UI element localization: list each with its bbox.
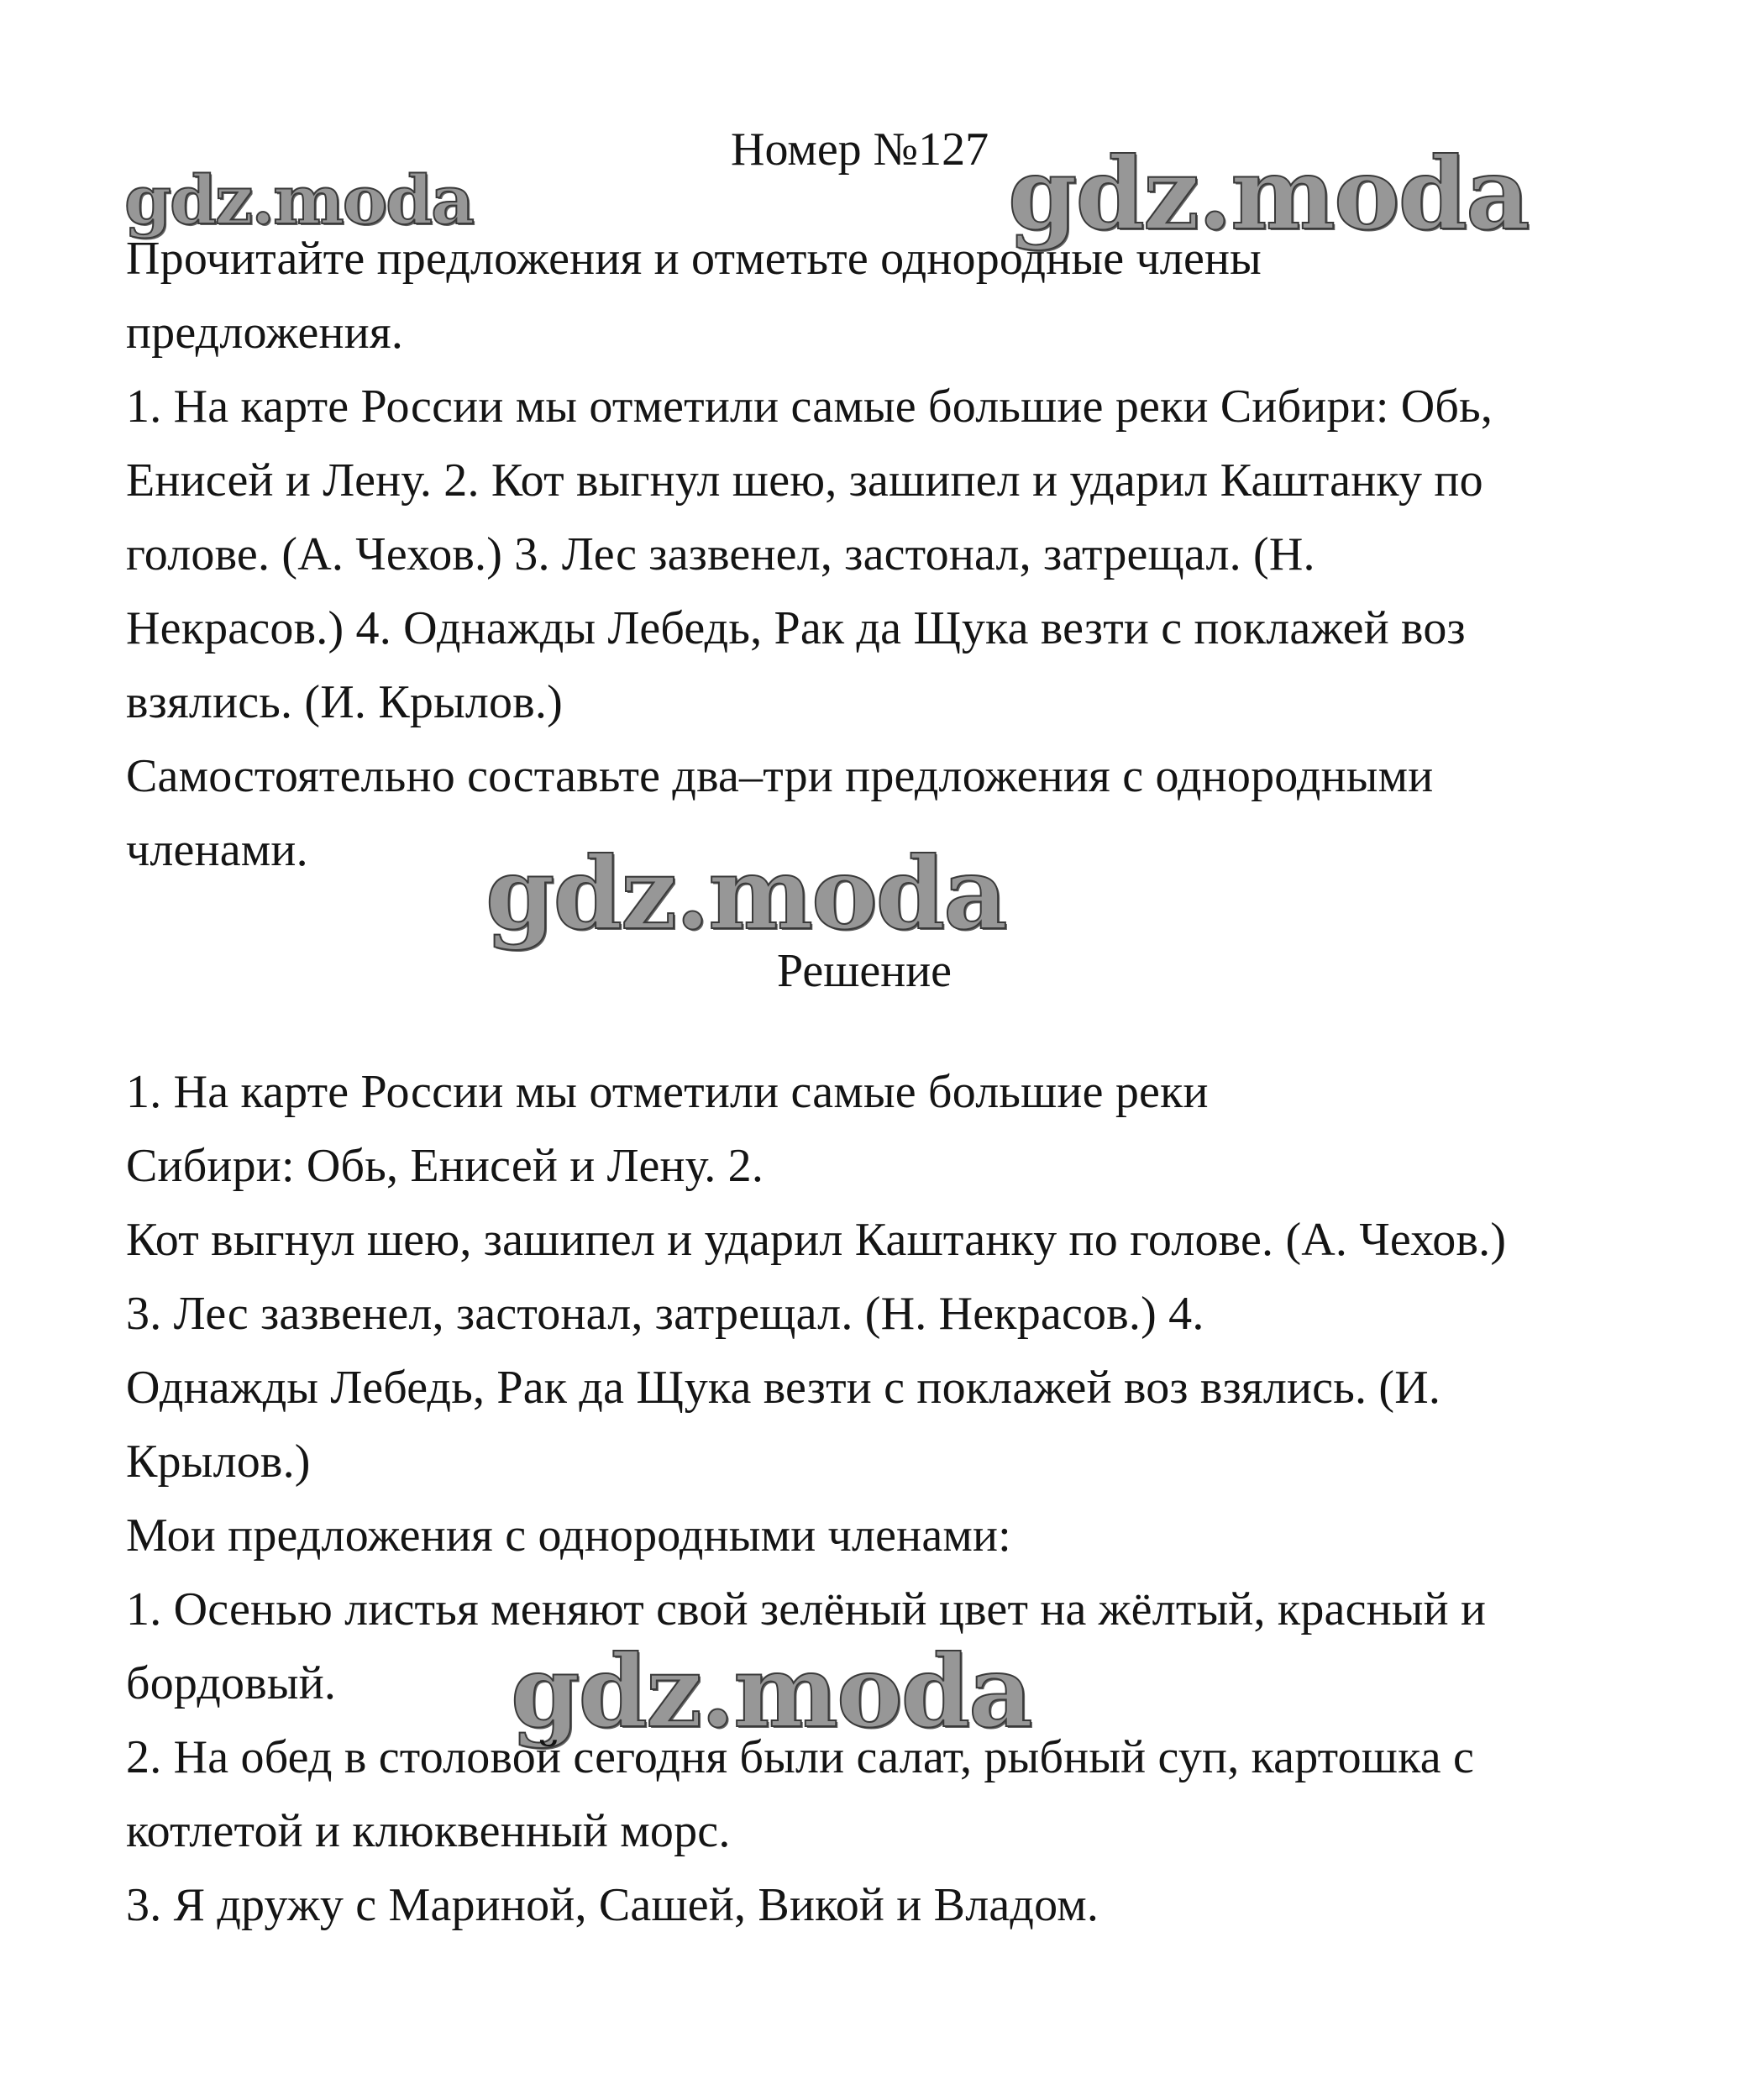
solution-line: Крылов.): [126, 1436, 311, 1488]
solution-line: 1. Осенью листья меняют свой зелёный цвет на жёлтый, красный и: [126, 1583, 1487, 1635]
task-line: взялись. (И. Крылов.): [126, 676, 563, 728]
watermark-logo: gdz.moda: [485, 835, 1006, 952]
solution-line: 1. На карте России мы отметили самые большие реки: [126, 1066, 1209, 1118]
watermark-logo: gdz.moda: [124, 160, 473, 239]
solution-heading: Решение: [777, 945, 952, 997]
solution-line: котлетой и клюквенный морс.: [126, 1805, 731, 1857]
solution-line: Мои предложения с однородными членами:: [126, 1509, 1011, 1562]
solution-line: Однажды Лебедь, Рак да Щука везти с поклажей воз взялись. (И.: [126, 1362, 1441, 1414]
watermark-logo: gdz.moda: [1008, 135, 1529, 252]
solution-line: Кот выгнул шею, зашипел и ударил Каштанку по голове. (А. Чехов.): [126, 1214, 1507, 1266]
task-number-title: Номер №127: [731, 123, 989, 176]
task-line: Енисей и Лену. 2. Кот выгнул шею, зашипел и ударил Каштанку по: [126, 454, 1483, 507]
task-line: членами.: [126, 824, 308, 876]
task-line: Прочитайте предложения и отметьте однородные члены: [126, 233, 1262, 285]
task-line: голове. (А. Чехов.) 3. Лес зазвенел, застонал, затрещал. (Н.: [126, 528, 1315, 580]
solution-line: 3. Я дружу с Мариной, Сашей, Викой и Владом.: [126, 1879, 1099, 1931]
solution-line: бордовый.: [126, 1657, 337, 1709]
task-line: Самостоятельно составьте два–три предложения с однородными: [126, 750, 1434, 802]
solution-line: 3. Лес зазвенел, застонал, затрещал. (Н. Некрасов.) 4.: [126, 1288, 1204, 1340]
task-line: Некрасов.) 4. Однажды Лебедь, Рак да Щука везти с поклажей воз: [126, 602, 1466, 654]
watermark-logo: gdz.moda: [511, 1633, 1031, 1750]
solution-line: 2. На обед в столовой сегодня были салат, рыбный суп, картошка с: [126, 1731, 1474, 1783]
task-line: 1. На карте России мы отметили самые большие реки Сибири: Обь,: [126, 381, 1493, 433]
task-line: предложения.: [126, 307, 404, 359]
solution-line: Сибири: Обь, Енисей и Лену. 2.: [126, 1140, 764, 1192]
